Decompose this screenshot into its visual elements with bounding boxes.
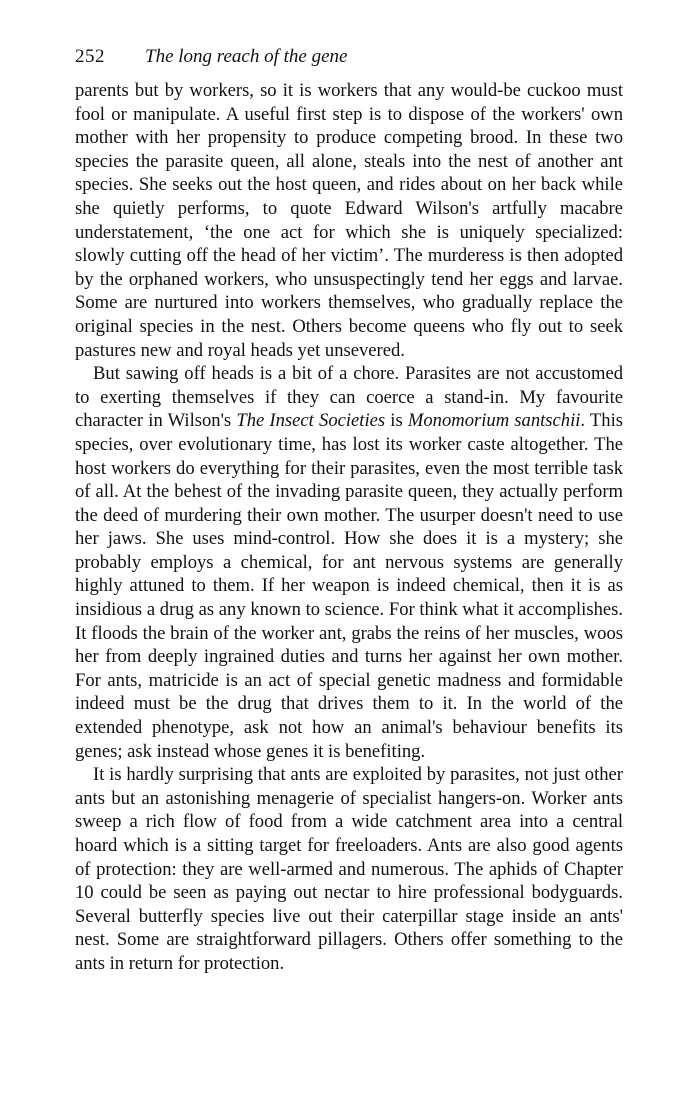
text-run: parents but by workers, so it is workers that any would-be cuckoo must fool or manipulate. A useful first step is to dispose of the workers' own mother with her propensity to produce competing brood. In these two species the parasite queen, all alone, steals into the nest of another ant species. She seeks out the host queen, and rides about on her back while she quietly performs, to quote Edward Wilson's artfully macabre understatement, ‘the one act for which she is uniquely specialized: slowly cutting off the head of her victim’. The murderess is then adopted by the orphaned workers, who unsuspectingly tend her eggs and larvae. Some are nurtured into workers themselves, who gradually replace the original species in the nest. Others become queens who fly out to seek pastures new and royal heads yet unsevered. — [75, 80, 623, 361]
running-title: The long reach of the gene — [145, 46, 348, 67]
paragraph — [75, 79, 623, 362]
text-run: It is hardly surprising that ants are exploited by parasites, not just other ants but an astonishing menagerie of specialist hangers-on. Worker ants sweep a rich flow of food from a wide catchment area into a central hoard which is a sitting target for freeloaders. Ants are also good agents of protection: they are well-armed and numerous. The aphids of Chapter 10 could be seen as paying out nectar to hire professional bodyguards. Several butterfly species live out their caterpillar stage inside an ants' nest. Some are straightforward pillagers. Others offer something to the ants in return for protection. — [75, 764, 623, 974]
paragraph — [75, 763, 623, 975]
italic-text: The Insect Societies — [236, 410, 386, 432]
text-run: . This species, over evolutionary time, has lost its worker caste altogether. The host workers do everything for their parasites, even the most terrible task of all. At the behest of the invading parasite queen, they actually perform the deed of murdering their own mother. The usurper doesn't need to use her jaws. She uses mind-control. How she does it is a mystery; she probably employs a chemical, for ant nervous systems are generally highly attuned to them. If her weapon is indeed chemical, then it is as insidious a drug as any known to science. For think what it accomplishes. It floods the brain of the worker ant, grabs the reins of her muscles, woos her from deeply ingrained duties and turns her against her own mother. For ants, matricide is an act of special genetic madness and formidable indeed must be the drug that drives them to it. In the world of the extended phenotype, ask not how an animal's behaviour benefits its genes; ask instead whose genes it is benefiting. — [75, 410, 623, 762]
italic-text: Monomorium santschii — [407, 410, 581, 432]
text-run: is — [385, 410, 408, 432]
body-text — [75, 79, 623, 976]
text-run: But sawing off heads is a bit of a chore. Parasites are not accustomed to exerting themselves if they can coerce a stand-in. My favourite character in Wilson's — [75, 363, 623, 432]
page-number: 252 — [75, 46, 105, 67]
paragraph — [75, 362, 623, 763]
running-head — [75, 46, 623, 68]
book-page — [75, 46, 623, 976]
